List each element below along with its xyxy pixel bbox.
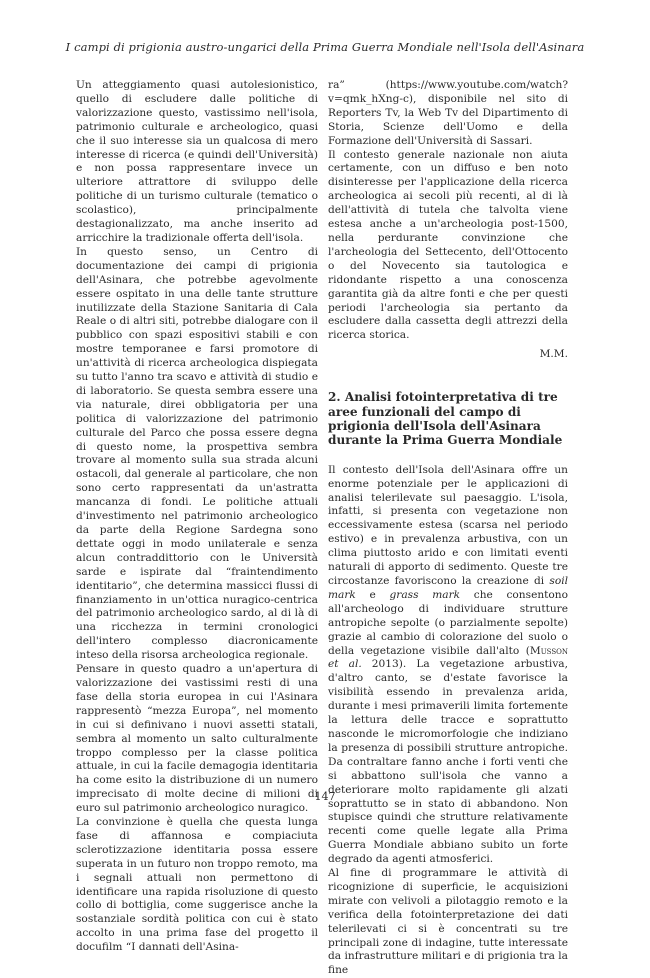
author-initials: M.M. bbox=[539, 348, 568, 361]
body-paragraph: In questo senso, un Centro di documentazione dei campi di prigionia dell'Asinara, che potrebbe agevolmente essere ospitato in una delle tante strutture inutilizzate della Stazione Sanitaria di Cala Reale o di altri siti, potrebbe dialogare con il pubblico con spazi espositivi stabili e con mostre temporanee e farsi promotore di un'attività di ricerca archeologica dispiegata su tutto l'anno tra scavo e attività di studio e di laboratorio. Se questa sembra essere una via naturale, direi obbligatoria per una politica di valorizzazione del patrimonio culturale del Parco che possa essere degna di questo nome, la prospettiva sembra trovare al momento sulla sua strada alcuni ostacoli, dal generale al particolare, che non sono certo rappresentati da un'astratta mancanza di fondi. Le politiche attuali d'investimento nel patrimonio archeologico da parte della Regione Sardegna sono dettate oggi in modo unilaterale e senza alcun contraddittorio con le Università sarde e ispirate dal “fraintendimento identitario”, che determina massicci flussi di finanziamento in un'ottica nuragico-centrica del patrimonio archeologico sardo, al di là di una ricchezza in termini cronologici dell'intero complesso diacronicamente inteso della risorsa archeologica regionale. bbox=[76, 245, 318, 662]
left-column bbox=[76, 79, 318, 955]
body-paragraph bbox=[328, 464, 568, 867]
body-paragraph: Pensare in questo quadro a un'apertura di valorizzazione dei vastissimi resti di una fase della storia europea in cui l'Asinara rappresentò “mezza Europa”, nel momento in cui si definivano i nuovi assetti statali, sembra al momento un salto culturalmente troppo complesso per la classe politica attuale, in cui la facile demagogia identitaria ha come esito la distribuzione di un numero imprecisato di molte decine di milioni di euro sul patrimonio archeologico nuragico. bbox=[76, 663, 318, 815]
body-paragraph: Un atteggiamento quasi autolesionistico, quello di escludere dalle politiche di valorizzazione questo, vastissimo nell'isola, patrimonio culturale e archeologico, quasi che il suo interesse sia un qualcosa di mero interesse di ricerca (e quindi dell'Università) e non possa rappresentare invece un ulteriore attrattore di sviluppo delle politiche di un turismo culturale (tematico o scolastico), principalmente destagionalizzato, ma anche inserito ad arricchire la tradizionale offerta dell'isola. bbox=[76, 79, 318, 244]
paragraph-text: e bbox=[355, 588, 390, 601]
paragraph-text: che consentono all'archeologo di individuare strutture antropiche sepolte (o parzialmente sepolte) grazie al cambio di colorazione del suolo o della vegetazione visibile dall'alto ( bbox=[328, 588, 568, 657]
citation-author: Musson bbox=[529, 644, 568, 657]
citation-et-al: et al. bbox=[328, 658, 362, 671]
body-paragraph: ra” (https://www.youtube.com/watch?v=qmk_hXng-c), disponibile nel sito di Reporters Tv, la Web Tv del Dipartimento di Storia, Scienze dell'Uomo e della Formazione dell'Università di Sassari. bbox=[328, 79, 568, 147]
body-paragraph: La convinzione è quella che questa lunga fase di affannosa e compiaciuta sclerotizzazione identitaria possa essere superata in un futuro non troppo remoto, ma i segnali attuali non permettono di identificare una rapida risoluzione di questo collo di bottiglia, come suggerisce anche la sostanziale sordità politica con cui è stato accolto in una prima fase del progetto il docufilm “I dannati dell'Asina- bbox=[76, 816, 318, 954]
running-header: I campi di prigionia austro-ungarici della Prima Guerra Mondiale nell'Isola dell'Asinara bbox=[65, 40, 585, 54]
body-paragraph: Il contesto generale nazionale non aiuta certamente, con un diffuso e ben noto disinteresse per l'applicazione della ricerca archeologica ai secoli più recenti, al di là dell'attività di tutela che talvolta viene estesa anche a un'archeologia post-1500, nella perdurante convinzione che l'archeologia del Settecento, dell'Ottocento o del Novecento sia tautologica e ridondante rispetto a una conoscenza garantita già da altre fonti e che per questi periodi l'archeologia sia pertanto da escludere dalla cassetta degli attrezzi della ricerca storica. bbox=[328, 148, 568, 342]
body-paragraph: Al fine di programmare le attività di ricognizione di superficie, le acquisizioni mirate con velivoli a pilotaggio remoto e la verifica della fotointerpretazione dei dati telerilevati ci si è concentrati su tre principali zone di indagine, tutte interessate da infrastrutture militari e di prigionia tra la fine bbox=[328, 867, 568, 977]
page-number: 147 bbox=[314, 790, 336, 803]
term-grass-mark: grass mark bbox=[389, 588, 461, 601]
paragraph-text: Il contesto dell'Isola dell'Asinara offre un enorme potenziale per le applicazioni di analisi telerilevate sul paesaggio. L'isola, infatti, si presenta con vegetazione non eccessivamente estesa (scarsa nel periodo estivo) e in prevalenza arbustiva, con un clima piuttosto arido e con limitati eventi naturali di apporto di sedimento. Queste tre circostanze favoriscono la creazione di bbox=[328, 463, 568, 587]
paragraph-text: 2013). La vegetazione arbustiva, d'altro canto, se d'estate favorisce la visibilità essendo in prevalenza arida, durante i mesi primaverili limita fortemente la lettura delle tracce e soprattutto nasconde le micromorfologie che indiziano la presenza di possibili strutture antropiche. Da contraltare fanno anche i forti venti che si abbattono sull'isola che vanno a deteriorare molto rapidamente gli alzati soprattutto se in stato di abbandono. Non stupisce quindi che strutture relativamente recenti come quelle legate alla Prima Guerra Mondiale abbiano subito un forte degrado da agenti atmosferici. bbox=[328, 658, 568, 866]
term-soil-mark: soil mark bbox=[328, 575, 568, 601]
right-column bbox=[328, 79, 568, 978]
section-heading: 2. Analisi fotointerpretativa di tre aree funzionali del campo di prigionia dell'Isola dell'Asinara durante la Prima Guerra Mondiale bbox=[328, 390, 563, 448]
